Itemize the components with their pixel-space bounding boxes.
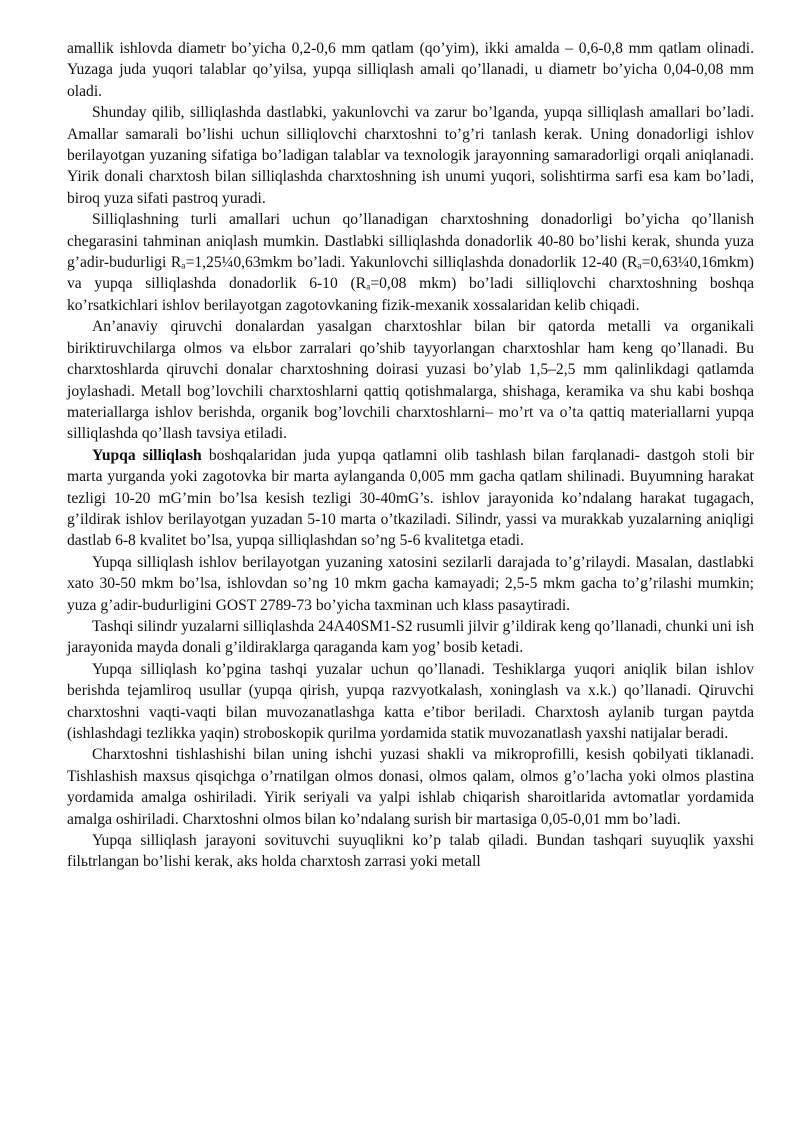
paragraph-9-text: Charxtoshni tishlashishi bilan uning ishchi yuzasi shakli va mikroprofilli, kesish qobilyati tiklanadi. Tishlashish maxsus qisqichga o’rnatilgan olmos donasi, olmos qalam, olmos g’o’lacha yoki olmos plastina yordamida amalga oshiriladi. Yirik seriyali va yalpi ishlab chiqarish sharoitlarida avtomatlar yordamida amalga oshiriladi. Charxtoshni olmos bilan ko’ndalang surish bir martasiga 0,05-0,01 mm bo’ladi. [67,746,754,828]
paragraph-10 [67,830,754,873]
paragraph-4-text: An’anaviy qiruvchi donalardan yasalgan charxtoshlar bilan bir qatorda metalli va organikali biriktiruvchilarga olmos va elьbor zarralari qo’shib tayyorlangan charxtoshlar ham keng qo’llanadi. Bu charxtoshlarda qiruvchi donalar charxtoshning doirasi yuzasi bo’ylab 1,5–2,5 mm qalinlikdagi qatlamda joylashadi. Metall bog’lovchili charxtoshlarni qattiq qotishmalarga, shishaga, keramika va shu kabi boshqa materiallarga ishlov berishda, organik bog’lovchili charxtoshlarni– mo’rt va o’ta qattiq materiallarni yupqa silliqlashda qo’llash tavsiya etiladi. [67,318,754,443]
paragraph-7 [67,616,754,659]
paragraph-2-text: Shunday qilib, silliqlashda dastlabki, yakunlovchi va zarur bo’lganda, yupqa silliqlash amallari bo’ladi. Amallar samarali bo’lishi uchun silliqlovchi charxtoshni to’g’ri tanlash kerak. Uning donadorligi ishlov berilayotgan yuzaning sifatiga bo’ladigan talablar va texnologik jarayonning samaradorligi orqali aniqlanadi. Yirik donali charxtosh bilan silliqlashda charxtoshning ish unumi yuqori, solishtirma sarfi esa kam bo’ladi, biroq yuza sifati pastroq yuradi. [67,104,754,207]
paragraph-7-text: Tashqi silindr yuzalarni silliqlashda 24A40SM1-S2 rusumli jilvir g’ildirak keng qo’llanadi, chunki uni ish jarayonida mayda donali g’ildiraklarga qaraganda kam yog’ bosib ketadi. [67,617,754,657]
paragraph-4 [67,316,754,444]
paragraph-3-text: Silliqlashning turli amallari uchun qo’llanadigan charxtoshning donadorligi bo’yicha qo’llanish chegarasini tahminan aniqlash mumkin. Dastlabki silliqlashda donadorlik 40-80 bo’lishi kerak, shunda yuza g’adir-budurligi Rₐ=1,25¼0,63mkm bo’ladi. Yakunlovchi silliqlashda donadorlik 12-40 (Rₐ=0,63¼0,16mkm) va yupqa silliqlashda donadorlik 6-10 (Rₐ=0,08 mkm) bo’ladi silliqlovchi charxtoshning boshqa ko’rsatkichlari ishlov berilayotgan zagotovkaning fizik-mexanik xossalaridan kelib chiqadi. [67,211,754,314]
paragraph-8-text: Yupqa silliqlash ko’pgina tashqi yuzalar uchun qo’llanadi. Teshiklarga yuqori aniqlik bilan ishlov berishda tejamliroq usullar (yupqa qirish, yupqa razvyotkalash, xoninglash va x.k.) qo’llanadi. Qiruvchi charxtoshni vaqti-vaqti bilan muvozanatlashga katta e’tibor beriladi. Charxtosh aylanib turgan paytda (ishlashdagi tezlikka yaqin) stroboskopik qurilma yordamida statik muvozanatlash yaxshi natijalar beradi. [67,660,754,742]
paragraph-8 [67,659,754,745]
paragraph-6 [67,552,754,616]
paragraph-3 [67,209,754,316]
paragraph-2 [67,102,754,209]
paragraph-1-text: amallik ishlovda diametr bo’yicha 0,2-0,6 mm qatlam (qo’yim), ikki amalda – 0,6-0,8 mm qatlam olinadi. Yuzaga juda yuqori talablar qo’yilsa, yupqa silliqlash amali qo’llanadi, u diametr bo’yicha 0,04-0,08 mm oladi. [67,40,754,100]
paragraph-1 [67,38,754,102]
paragraph-10-text: Yupqa silliqlash jarayoni sovituvchi suyuqlikni ko’p talab qiladi. Bundan tashqari suyuqlik yaxshi filьtrlangan bo’lishi kerak, aks holda charxtosh zarrasi yoki metall [67,832,754,871]
paragraph-9 [67,744,754,830]
paragraph-5 [67,445,754,552]
paragraph-5-text: boshqalaridan juda yupqa qatlamni olib tashlash bilan farqlanadi- dastgoh stoli bir marta yurganda yoki zagotovka bir marta aylanganda 0,005 mm gacha qatlam shilinadi. Buyumning harakat tezligi 10-20 mG’min bo’lsa kesish tezligi 30-40mG’s. ishlov jarayonida ko’ndalang harakat tugagach, g’ildirak ishlov berilayotgan yuzadan 5-10 marta o’tkaziladi. Silindr, yassi va murakkab yuzalarning aniqligi dastlab 6-8 kvalitet bo’lsa, yupqa silliqlashdan so’ng 5-6 kvalitetga etadi. [67,446,754,550]
paragraph-6-text: Yupqa silliqlash ishlov berilayotgan yuzaning xatosini sezilarli darajada to’g’rilaydi. Masalan, dastlabki xato 30-50 mkm bo’lsa, ishlovdan so’ng 10 mkm gacha kamayadi; 2,5-5 mkm gacha to’g’rilashi mumkin; yuza g’adir-budurligini GOST 2789-73 bo’yicha taxminan uch klass pasaytiradi. [67,553,754,614]
paragraph-5-lead-term: Yupqa silliqlash [92,446,202,464]
